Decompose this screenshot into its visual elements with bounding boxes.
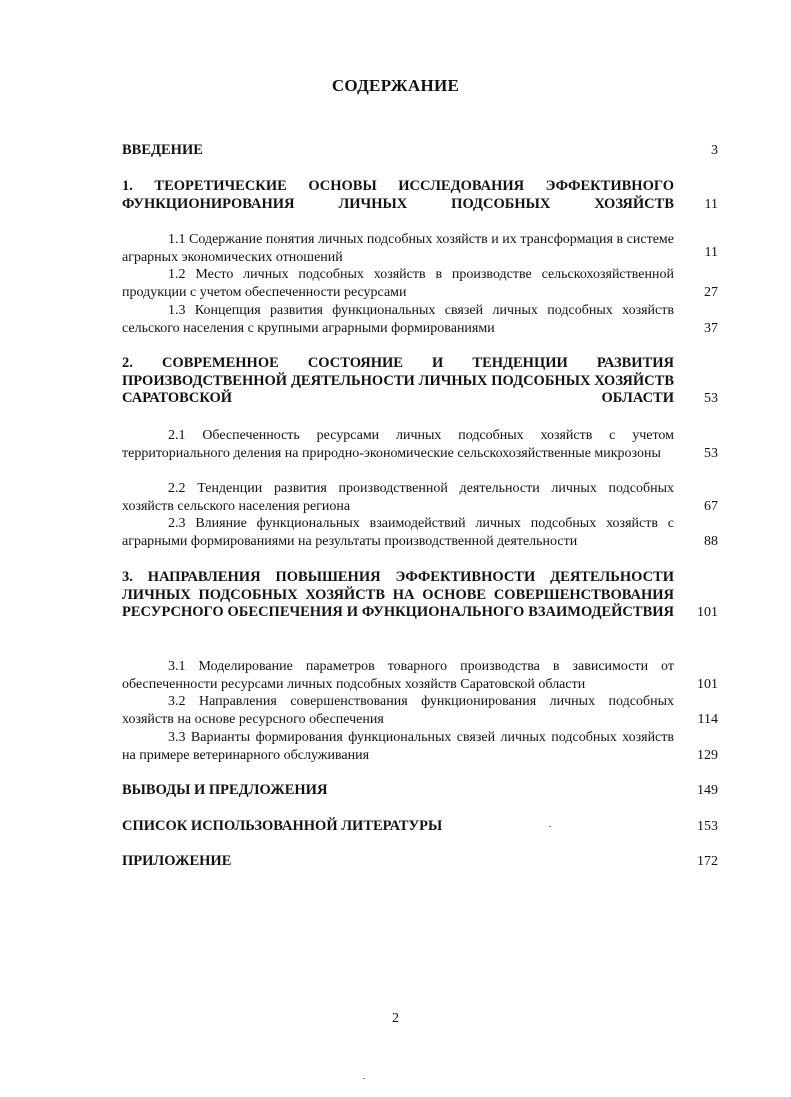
toc-entry-title: ВЫВОДЫ И ПРЕДЛОЖЕНИЯ	[122, 782, 328, 798]
toc-entry-section-1-1	[122, 231, 718, 266]
toc-entry-section-2-1	[122, 427, 718, 462]
toc-entry-page: 11	[704, 196, 718, 212]
toc-entry-page: 37	[704, 320, 718, 336]
toc-entry-chapter-2	[122, 355, 718, 408]
toc-entry-title: 2.2 Тенденции развития производственной деятельности личных подсобных хозяйств сельского населения региона	[122, 481, 674, 514]
toc-entry-title: ПРИЛОЖЕНИЕ	[122, 853, 232, 869]
toc-entry-page: 101	[697, 676, 718, 692]
scan-speck	[549, 826, 551, 827]
toc-entry-page: 149	[697, 783, 718, 798]
toc-entry-title: 2.1 Обеспеченность ресурсами личных подсобных хозяйств с учетом территориального деления на природно-экономические сельскохозяйственные микрозоны	[122, 428, 674, 461]
toc-entry-page: 27	[704, 284, 718, 300]
toc-entry-title: 3.1 Моделирование параметров товарного производства в зависимости от обеспеченности ресурсами личных подсобных хозяйств Саратовской области	[122, 659, 674, 692]
toc-entry-introduction	[122, 142, 718, 160]
toc-entry-title: 2. СОВРЕМЕННОЕ СОСТОЯНИЕ И ТЕНДЕНЦИИ РАЗВИТИЯ ПРОИЗВОДСТВЕННОЙ ДЕЯТЕЛЬНОСТИ ЛИЧНЫХ ПОДСОБНЫХ ХОЗЯЙСТВ САРАТОВСКОЙ ОБЛАСТИ	[122, 355, 674, 406]
toc-entry-page: 11	[704, 244, 718, 260]
toc-entry-title: 1. ТЕОРЕТИЧЕСКИЕ ОСНОВЫ ИССЛЕДОВАНИЯ ЭФФЕКТИВНОГО ФУНКЦИОНИРОВАНИЯ ЛИЧНЫХ ПОДСОБНЫХ ХОЗЯЙСТВ	[122, 178, 674, 212]
toc-entry-section-2-2	[122, 480, 718, 515]
toc-entry-page: 172	[697, 854, 718, 869]
toc-entry-section-2-3	[122, 515, 718, 550]
toc-entry-title: 3.3 Варианты формирования функциональных связей личных подсобных хозяйств на примере ветеринарного обслуживания	[122, 730, 674, 763]
toc-entry-page: 53	[704, 391, 718, 406]
toc-entry-section-3-1	[122, 658, 718, 693]
toc-entry-page: 88	[704, 533, 718, 549]
toc-entry-section-1-3	[122, 302, 718, 337]
toc-entry-references	[122, 818, 718, 836]
toc-entry-section-3-2	[122, 693, 718, 728]
toc-entry-title: 3. НАПРАВЛЕНИЯ ПОВЫШЕНИЯ ЭФФЕКТИВНОСТИ ДЕЯТЕЛЬНОСТИ ЛИЧНЫХ ПОДСОБНЫХ ХОЗЯЙСТВ НА ОСНОВЕ СОВЕРШЕНСТВОВАНИЯ РЕСУРСНОГО ОБЕСПЕЧЕНИЯ И ФУНКЦИОНАЛЬНОГО ВЗАИМОДЕЙСТВИЯ	[122, 569, 674, 620]
toc-entry-page: 114	[697, 711, 718, 727]
toc-entry-page: 67	[704, 498, 718, 514]
toc-entry-page: 153	[697, 819, 718, 834]
toc-entry-section-3-3	[122, 729, 718, 764]
toc-entry-title: 3.2 Направления совершенствования функционирования личных подсобных хозяйств на основе ресурсного обеспечения	[122, 694, 674, 727]
toc-entry-section-1-2	[122, 266, 718, 301]
toc-entry-conclusions	[122, 782, 718, 800]
toc-entry-title: 1.2 Место личных подсобных хозяйств в производстве сельскохозяйственной продукции с учетом обеспеченности ресурсами	[122, 267, 674, 300]
toc-entry-page: 129	[697, 747, 718, 763]
toc-entry-page: 101	[697, 605, 718, 620]
toc-entry-title: 2.3 Влияние функциональных взаимодействий личных подсобных хозяйств с аграрными формированиями на результаты производственной деятельности	[122, 516, 674, 549]
page-title: СОДЕРЖАНИЕ	[331, 76, 460, 95]
toc-entry-title: 1.3 Концепция развития функциональных связей личных подсобных хозяйств сельского населения с крупными аграрными формированиями	[122, 303, 674, 336]
toc-entry-page: 3	[711, 143, 718, 158]
page-number: 2	[392, 1011, 399, 1026]
toc-entry-title: ВВЕДЕНИЕ	[122, 142, 203, 158]
toc-entry-title: СПИСОК ИСПОЛЬЗОВАННОЙ ЛИТЕРАТУРЫ	[122, 818, 443, 834]
toc-entry-title: 1.1 Содержание понятия личных подсобных хозяйств и их трансформация в системе аграрных экономических отношений	[122, 232, 674, 265]
toc-entry-chapter-1	[122, 178, 718, 213]
scan-speck	[363, 1078, 365, 1079]
toc-entry-chapter-3	[122, 569, 718, 622]
toc-entry-page: 53	[704, 445, 718, 461]
toc-entry-appendix	[122, 853, 718, 871]
